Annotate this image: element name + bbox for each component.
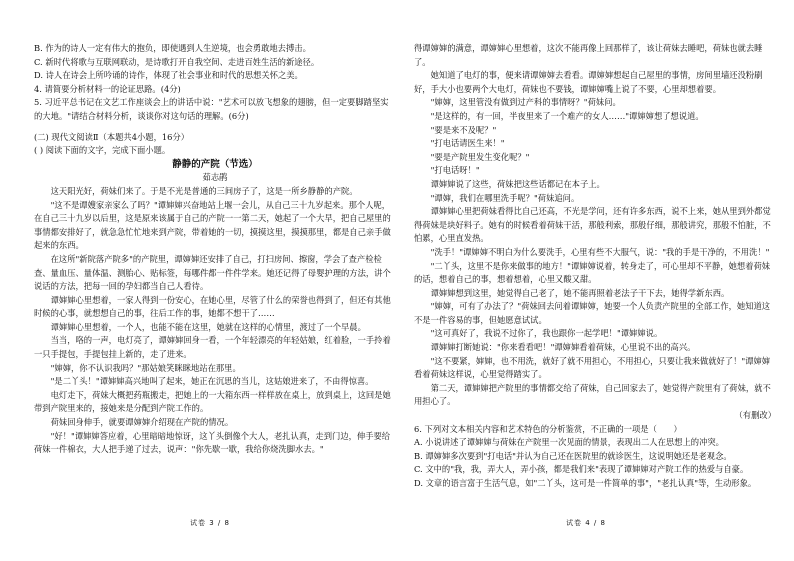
question-4: 4. 请简要分析材料一的论证思路。(4分)	[34, 83, 181, 94]
page-number-left: 试卷 3 / 8	[190, 519, 230, 527]
paragraph: "要是来不及呢？"	[430, 124, 497, 135]
paragraph: 电灯走下，荷妹大概把药瓶搬走，把她上的一大箱东西一样样放在桌上，放到桌上，这回是她带到产院里来的，接她来是分配到产院工作的。	[34, 389, 391, 414]
paragraph: "要是产院里发生变化呢？"	[430, 151, 530, 162]
paragraph: "这可真好了，我说不过你了，我也跟你一起学吧！"谭婶婶说。	[430, 328, 663, 339]
page-number-right: 试卷 4 / 8	[566, 519, 606, 527]
question-5: 5. 习近平总书记在文艺工作座谈会上的讲话中说："艺术可以放飞想象的翅膀，但一定要脚踏坚实的大地。"请结合材料分析，谈谈你对这句话的理解。(6分)	[34, 97, 389, 121]
option-d: D. 文章的语言富于生活气息，如"二丫头，这可是一件简单的事"，"老扎认真"等，生动形象。	[414, 478, 757, 488]
paragraph: "是这样的，有一回，半夜里来了一个难产的女人……"谭婶婶想了想说道。	[430, 110, 704, 121]
paragraph: 当当，咯的一声，电灯亮了，谭婶婶回身一看，一个年轻漂亮的年轻姑娘，红着脸，一手拎着一只手提包，手提包挂上新的，走了进来。	[34, 335, 391, 360]
right-column	[414, 42, 776, 491]
paragraph: 谭婶婶心里把荷妹看得比自己还高，不光是学问，还有许多东西，说不上来，她从里到外都觉得荷妹是块好料子。她有的时候看着荷妹干活，那般利索，那般仔细，那般讲究，那般不怕脏，不怕累，心里直发热。	[414, 206, 771, 244]
paragraph: "这不是谭嫂家亲家么了吗？"谭婶婶兴奋地站上堰一会儿，从自己三十九岁起来。那个人呢，在自己三十九岁以后里，这是原来该属于自己的产院一一第二天，她起了一个大早，把自己屋里的事情都安排好了，就急急忙忙地来到产院，带着她的一切，摸摸这里，摸摸那里，都是自己亲手做起来的东西。	[34, 199, 391, 251]
paragraph: 谭婶婶心里想着，一个人，也能不能在这里，她就在这样的心情里，渡过了一个早晨。	[50, 321, 366, 332]
paragraph: "婶婶，这里管没有做到过产科的事情呀？"荷妹问。	[430, 97, 621, 108]
left-column	[34, 42, 396, 457]
paragraph: 谭婶婶想到这里，她觉得自己老了，她不能再照着老法子干下去，她得学新东西。	[430, 287, 730, 298]
paragraph: "谭婶，我们在哪里洗手呢？"荷妹追问。	[430, 192, 580, 203]
paragraph: "好！"谭婶婶答应着，心里暗暗地惊讶，这丫头倒像个大人，老扎认真，走到门边，伸手要给荷妹一件棉衣，大人把手递了过去，说声："你先歇一歇，我给你烧洗脚水去。"	[34, 430, 391, 455]
paragraph: "婶婶，你不认识我吗？"那姑娘笑眯眯地站在那里。	[50, 362, 241, 373]
paragraph: 第二天，谭婶婶把产院里的事情都交给了荷妹，自己回家去了，她觉得产院里有了荷妹，就不用担心了。	[414, 382, 771, 407]
paragraph: 谭婶婶心里想着，一家人得到一份安心，在她心里，尽管了什么的荣誉也得到了，但还有其他时候的心事，就想想自己的事，往后工作的事，她都不想干了……	[34, 294, 391, 319]
paragraph: 谭婶婶说了这些，荷妹把这些话都记在本子上。	[430, 178, 605, 189]
option-c: C. 文中的"我，我，弄大人，弄小孩，都是我们来"表现了谭婶婶对产院工作的热爱与自豪。	[414, 464, 749, 475]
story-title: 静静的产院（节选）	[172, 158, 258, 170]
option-b: B. 谭婶婶多次要到"打电话"并认为自己还在医院里的就诊医生，这说明她还是老观念。	[414, 450, 732, 461]
option-line: D. 诗人在诗会上所吟诵的诗作，体现了社会事业和时代的思想关怀之美。	[34, 70, 303, 81]
paragraph: 在这所"新院落产院多"的产院里，谭婶婶还安排了自己，打扫房间、擦窗，学会了查产检检查、量血压、量体温、测胎心、贴标签，每哪件都一件件学来。她还记得了母婴护理的方法，讲个说话的方法，把每一回的孕妇都当自己人看待。	[34, 253, 391, 292]
option-line: B. 作为的诗人一定有伟大的抱负，即使遇到人生逆境，也会勇敢地去搏击。	[34, 43, 311, 53]
paragraph: 得谭婶婶的满意，谭婶婶心里想着，这次不能再像上回那样了，该让荷妹去睡吧，荷妹也就去睡了。	[414, 43, 763, 67]
paragraph: "是二丫头！"谭婶婶高兴地叫了起来，她正在沉思的当儿，这姑娘进来了，不由得惊喜。	[50, 376, 374, 387]
option-a: A. 小说讲述了谭婶婶与荷妹在产院里一次见面的情景，表现出二人在思想上的冲突。	[414, 437, 724, 448]
source-note: （有删改）	[734, 410, 776, 421]
paragraph: "打电话请医生来！"	[430, 138, 505, 149]
paragraph: 她知道了电灯的事，便来请谭婶婶去看看。谭婶婶想起自己屋里的事情，房间里墙还没粉刷好，手大小也要两个大电灯，荷妹也不要钱，谭婶婶嘴上说了不要，心里却想着要。	[414, 70, 763, 94]
paragraph: 这天阳光好，荷妹们来了。于是不光是普通的三间房子了，这是一所乡静静的产院。	[50, 185, 358, 196]
paragraph: 荷妹回身伸手，就要谭婶婶介绍现在产院的情况。	[50, 417, 234, 428]
paragraph: "婶婶，可有了办法了？"荷妹回去问着谭婶婶，她要一个人负责产院里的全部工作，她知道这不是一件容易的事，但她愿意试试。	[414, 301, 771, 325]
story-author: 茹志鹃	[202, 172, 228, 183]
question-6: 6. 下列对文本相关内容和艺术特色的分析鉴赏，不正确的一项是（ ）	[414, 423, 682, 434]
section-instruction: ( ) 阅读下面的文字，完成下面小题。	[34, 145, 171, 156]
option-line: C. 新时代将歌与互联网联动，是诗歌打开自我空间、走进百姓生活的新途径。	[34, 56, 320, 67]
paragraph: "二丫头，这里不是你来做事的地方！"谭婶婶说着，转身走了，可心里却不平静，她想着荷妹的话，想着自己的事，想着想着，心里又酸又甜。	[414, 260, 771, 285]
paragraph: "打电话呀！"	[430, 165, 480, 176]
paragraph: "洗手！"谭婶婶不明白为什么要洗手，心里有些不大服气，说："我的手是干净的，不用洗！"	[430, 246, 770, 257]
paragraph: "这不要紧，婶婶，也不用洗，就好了就不用担心，不用担心，只要让我来做就好了！"谭婶婶看着荷妹这样说，心里觉得踏实了。	[414, 355, 771, 380]
paragraph: 谭婶婶打断她说："你来看看吧！"谭婶婶看着荷妹，心里说不出的高兴。	[430, 342, 696, 353]
section-header: (二) 现代文阅读Ⅱ（本题共4小题，16分）	[34, 131, 190, 142]
